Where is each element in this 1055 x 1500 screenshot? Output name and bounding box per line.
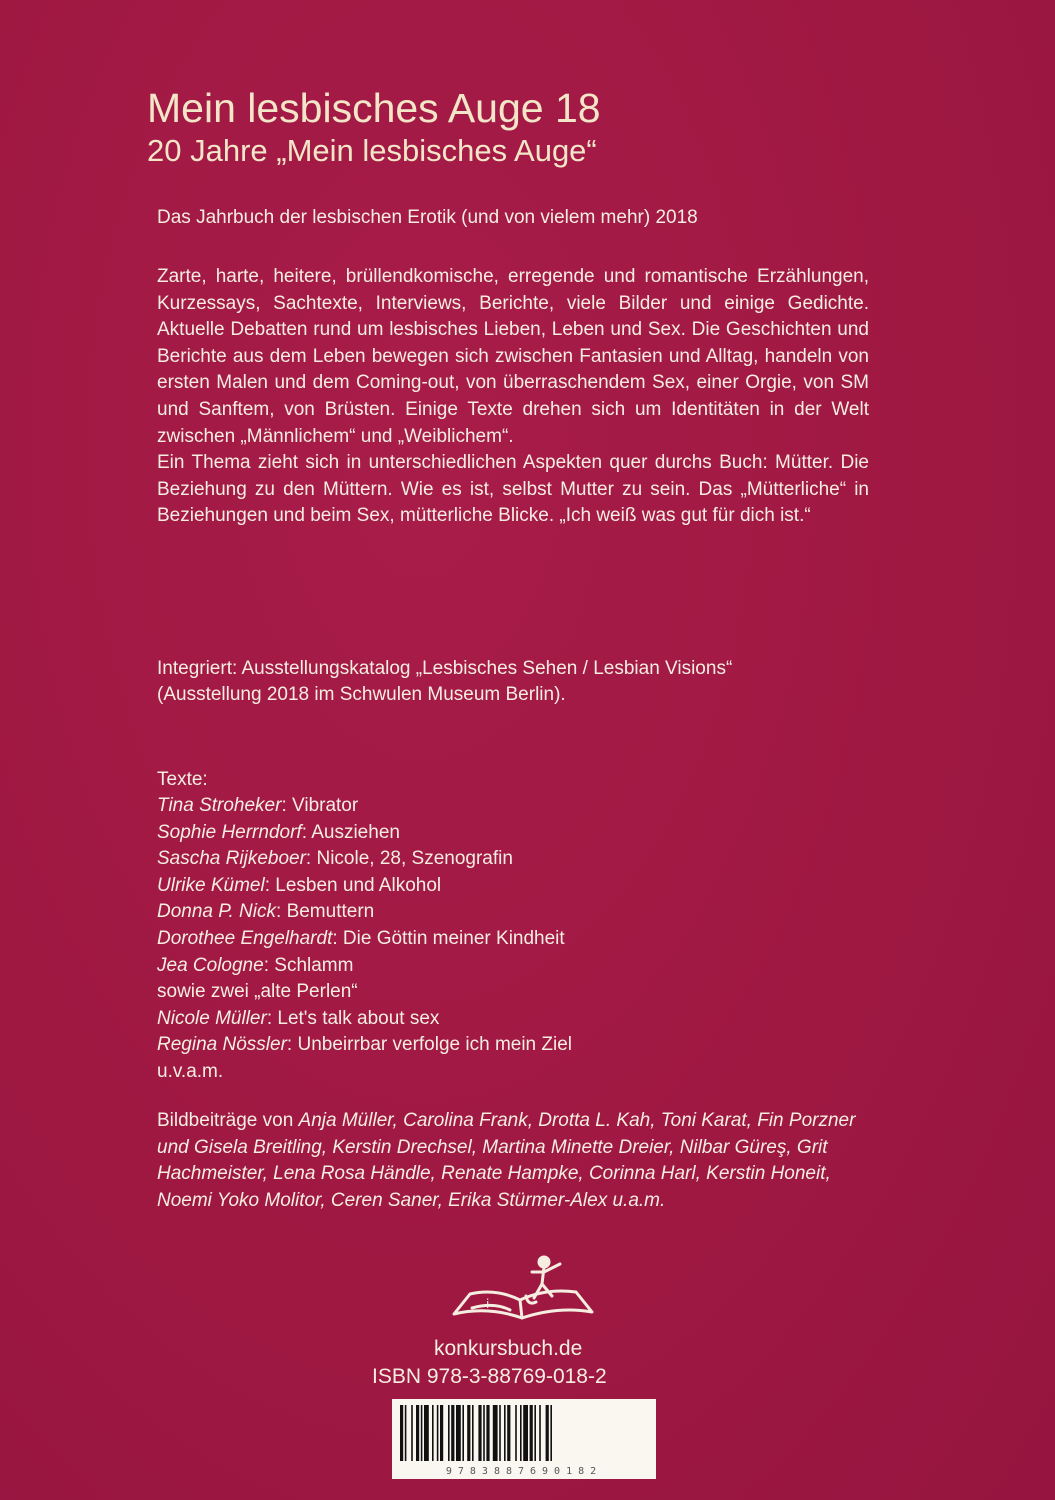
text-author: Ulrike Kümel (157, 874, 265, 896)
blurb-paragraph-1: Zarte, harte, heitere, brüllendkomische, erregende und romantische Erzählungen, Kurzessays, Sachtexte, Interviews, Berichte, viele Bilder und einige Gedichte. Aktuelle Debatten rund um lesbisches Lieben, Leben und Sex. Die Geschichten und Berichte aus dem Leben bewegen sich zwischen Fantasien und Alltag, handeln von ersten Malen und dem Coming-out, von überraschendem Sex, einer Orgie, von SM und Sanftem, von Brüsten. Einige Texte drehen sich um Identitäten in der Welt zwischen „Männlichem“ und „Weiblichem“. (157, 266, 869, 447)
barcode-bar (478, 1405, 481, 1461)
text-author: Nicole Müller (157, 1007, 267, 1029)
barcode-bar (421, 1405, 423, 1461)
barcode-bar (462, 1405, 464, 1461)
text-title: Die Göttin meiner Kindheit (342, 927, 565, 949)
texts-list (157, 793, 572, 1086)
barcode-bar (520, 1405, 522, 1461)
barcode-bar (530, 1405, 533, 1461)
barcode-bar (483, 1405, 485, 1461)
barcode-bar (451, 1405, 454, 1461)
barcode-bar (515, 1405, 517, 1461)
barcode-bar (550, 1405, 552, 1461)
text-author: Tina Stroheker (157, 795, 282, 816)
barcode-bar (472, 1405, 474, 1461)
list-item: Tina Stroheker: Vibrator (157, 795, 359, 816)
blurb (157, 264, 869, 530)
text-title: Nicole, 28, Szenografin (316, 848, 513, 870)
also-line: sowie zwei „alte Perlen“ (157, 981, 358, 1003)
barcode-bars (400, 1405, 648, 1461)
barcode (392, 1399, 656, 1479)
barcode-bar (440, 1405, 443, 1461)
text-title: Schlamm (274, 954, 354, 976)
book-figure-logo-icon (448, 1252, 598, 1328)
integrated-line-2: (Ausstellung 2018 im Schwulen Museum Berlin). (157, 684, 566, 705)
etc-line: u.v.a.m. (157, 1060, 224, 1082)
pictures-names: Anja Müller, Carolina Frank, Drotta L. Kah, Toni Karat, Fin Porzner und Gisela Breitling, Kerstin Drechsel, Martina Minette Dreier, Nilbar Güreş, Grit Hachmeister, Lena Rosa Händle, Renate Hampke, Corinna Harl, Kerstin Honeit, Noemi Yoko Molitor, Ceren Saner, Erika Stürmer-Alex u.a.m. (157, 1110, 856, 1211)
list-item: Regina Nössler: Unbeirrbar verfolge ich mein Ziel (157, 1034, 573, 1056)
barcode-bar (546, 1405, 549, 1461)
barcode-bar (523, 1405, 528, 1461)
pictures-lead: Bildbeiträge von (157, 1110, 299, 1131)
list-item: Nicole Müller: Let's talk about sex (157, 1007, 440, 1029)
list-item: Sophie Herrndorf: Ausziehen (157, 821, 400, 843)
publisher-url: konkursbuch.de (434, 1337, 583, 1360)
barcode-bar (507, 1405, 510, 1461)
barcode-bar (437, 1405, 439, 1461)
text-title: Unbeirrbar verfolge ich mein Ziel (297, 1034, 573, 1056)
text-author: Sascha Rijkeboer (157, 848, 306, 870)
barcode-bar (456, 1405, 461, 1461)
barcode-bar (400, 1405, 403, 1461)
integrated-catalog-note (157, 656, 869, 708)
barcode-bar (432, 1405, 434, 1461)
list-item: Jea Cologne: Schlamm (157, 954, 354, 976)
barcode-bar (424, 1405, 429, 1461)
list-item: Ulrike Kümel: Lesben und Alkohol (157, 874, 442, 896)
text-title: Bemuttern (286, 901, 375, 923)
barcode-bar (416, 1405, 419, 1461)
text-author: Dorothee Engelhardt (157, 927, 333, 949)
text-title: Vibrator (292, 795, 359, 816)
barcode-digits: 9783887690182 (445, 1466, 603, 1477)
book-subtitle: 20 Jahre „Mein lesbisches Auge“ (147, 133, 597, 168)
barcode-bar (499, 1405, 501, 1461)
barcode-bar (539, 1405, 541, 1461)
book-title: Mein lesbisches Auge 18 (147, 85, 601, 131)
barcode-bar (504, 1405, 506, 1461)
list-item: Donna P. Nick: Bemuttern (157, 901, 375, 923)
barcode-bar (493, 1405, 498, 1461)
barcode-bar (405, 1405, 407, 1461)
svg-text:i: i (486, 1297, 490, 1311)
blurb-paragraph-2: Ein Thema zieht sich in unterschiedlichen Aspekten quer durchs Buch: Mütter. Die Beziehung zu den Müttern. Wie es ist, selbst Mutter zu sein. Das „Mütterliche“ in Beziehungen und beim Sex, mütterliche Blicke. „Ich weiß was gut für dich ist.“ (157, 452, 869, 527)
list-item: Dorothee Engelhardt: Die Göttin meiner Kindheit (157, 927, 565, 949)
texts-heading: Texte: (157, 769, 208, 790)
text-author: Donna P. Nick (157, 901, 276, 923)
picture-contributions (157, 1108, 869, 1214)
tagline: Das Jahrbuch der lesbischen Erotik (und von vielem mehr) 2018 (157, 207, 698, 228)
barcode-bar (448, 1405, 450, 1461)
list-item: Sascha Rijkeboer: Nicole, 28, Szenografin (157, 848, 513, 870)
barcode-bar (411, 1405, 413, 1461)
text-title: Ausziehen (311, 821, 400, 843)
barcode-bar (486, 1405, 489, 1461)
text-title: Lesben und Alkohol (275, 874, 442, 896)
text-title: Let's talk about sex (277, 1007, 440, 1029)
text-author: Regina Nössler (157, 1034, 287, 1056)
isbn: ISBN 978-3-88769-018-2 (372, 1365, 607, 1388)
barcode-bar (534, 1405, 536, 1461)
integrated-line-1: Integriert: Ausstellungskatalog „Lesbisches Sehen / Lesbian Visions“ (157, 658, 733, 679)
text-author: Jea Cologne (157, 954, 264, 976)
text-author: Sophie Herrndorf (157, 821, 302, 843)
barcode-bar (467, 1405, 470, 1461)
